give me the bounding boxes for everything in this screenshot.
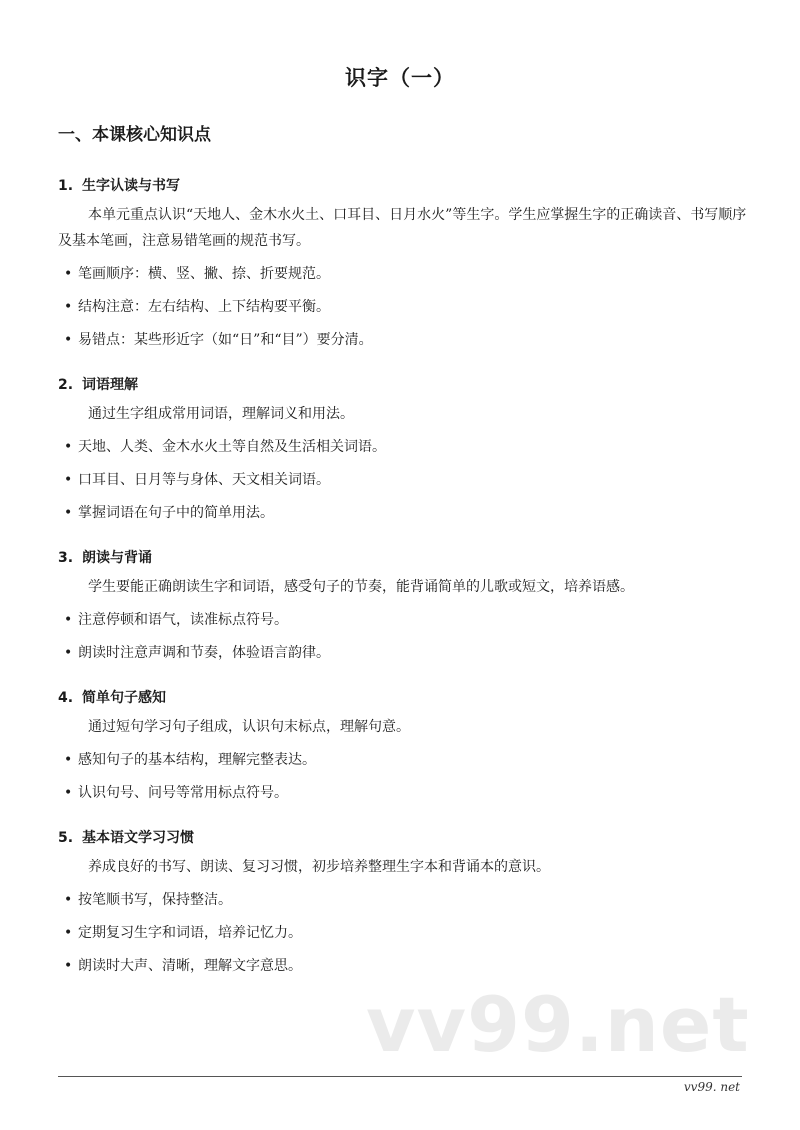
list-item-text: 口耳目、日月等与身体、天文相关词语。	[78, 472, 330, 488]
list-item-text: 结构注意：左右结构、上下结构要平衡。	[78, 299, 330, 315]
document-body	[58, 122, 748, 999]
bullet-dot-icon: •	[64, 752, 73, 768]
subsection-paragraph: 通过生字组成常用词语，理解词义和用法。	[88, 406, 354, 422]
list-item-text: 按笔顺书写，保持整洁。	[78, 892, 232, 908]
subsection-number: 3.	[58, 550, 74, 566]
bullet-list	[58, 604, 748, 670]
subsection-number: 2.	[58, 377, 74, 393]
subsection-list	[58, 174, 748, 983]
subsection-title: 朗读与背诵	[82, 550, 152, 566]
subsection-number: 5.	[58, 830, 74, 846]
subsection-heading	[58, 826, 748, 850]
page-title: 识字（一）	[345, 66, 455, 90]
subsection-title: 简单句子感知	[82, 690, 166, 706]
section-title: 一、本课核心知识点	[58, 125, 211, 145]
list-item	[58, 950, 748, 983]
subsection	[58, 686, 748, 810]
list-item-text: 易错点：某些形近字（如“日”和“目”）要分清。	[78, 332, 373, 348]
bullet-dot-icon: •	[64, 505, 73, 521]
bullet-dot-icon: •	[64, 612, 73, 628]
list-item-text: 感知句子的基本结构，理解完整表达。	[78, 752, 316, 768]
bullet-list	[58, 258, 748, 357]
subsection-heading	[58, 686, 748, 710]
bullet-dot-icon: •	[64, 925, 73, 941]
list-item-text: 注意停顿和语气，读准标点符号。	[78, 612, 288, 628]
watermark: vv99.net	[366, 980, 750, 1069]
subsection	[58, 373, 748, 530]
bullet-dot-icon: •	[64, 299, 73, 315]
footer-divider	[58, 1076, 742, 1077]
subsection-title: 基本语文学习习惯	[82, 830, 194, 846]
bullet-list	[58, 744, 748, 810]
list-item	[58, 464, 748, 497]
bullet-dot-icon: •	[64, 472, 73, 488]
subsection-title: 生字认读与书写	[82, 178, 180, 194]
list-item-text: 认识句号、问号等常用标点符号。	[78, 785, 288, 801]
bullet-dot-icon: •	[64, 332, 73, 348]
list-item-text: 笔画顺序：横、竖、撇、捺、折要规范。	[78, 266, 330, 282]
bullet-dot-icon: •	[64, 439, 73, 455]
subsection	[58, 826, 748, 983]
bullet-dot-icon: •	[64, 785, 73, 801]
list-item	[58, 637, 748, 670]
list-item	[58, 777, 748, 810]
subsection-paragraph: 本单元重点认识“天地人、金木水火土、口耳目、日月水火”等生字。学生应掌握生字的正确读音、书写顺序及基本笔画，注意易错笔画的规范书写。	[58, 207, 747, 249]
bullet-dot-icon: •	[64, 645, 73, 661]
bullet-dot-icon: •	[64, 892, 73, 908]
list-item	[58, 291, 748, 324]
subsection	[58, 546, 748, 670]
bullet-dot-icon: •	[64, 266, 73, 282]
subsection-number: 1.	[58, 178, 74, 194]
list-item	[58, 497, 748, 530]
subsection-paragraph: 养成良好的书写、朗读、复习习惯，初步培养整理生字本和背诵本的意识。	[88, 859, 550, 875]
list-item	[58, 324, 748, 357]
subsection-heading	[58, 174, 748, 198]
subsection-heading	[58, 546, 748, 570]
list-item-text: 朗读时注意声调和节奏，体验语言韵律。	[78, 645, 330, 661]
bullet-dot-icon: •	[64, 958, 73, 974]
subsection-number: 4.	[58, 690, 74, 706]
list-item	[58, 258, 748, 291]
subsection-heading	[58, 373, 748, 397]
list-item	[58, 604, 748, 637]
subsection-paragraph: 通过短句学习句子组成，认识句末标点，理解句意。	[88, 719, 410, 735]
list-item-text: 朗读时大声、清晰，理解文字意思。	[78, 958, 302, 974]
footer-site-label: vv99. net	[683, 1080, 740, 1094]
subsection-paragraph: 学生要能正确朗读生字和词语，感受句子的节奏，能背诵简单的儿歌或短文，培养语感。	[88, 579, 634, 595]
list-item	[58, 884, 748, 917]
bullet-list	[58, 431, 748, 530]
subsection	[58, 174, 748, 357]
list-item	[58, 917, 748, 950]
list-item-text: 天地、人类、金木水火土等自然及生活相关词语。	[78, 439, 386, 455]
list-item	[58, 431, 748, 464]
bullet-list	[58, 884, 748, 983]
list-item-text: 定期复习生字和词语，培养记忆力。	[78, 925, 302, 941]
list-item-text: 掌握词语在句子中的简单用法。	[78, 505, 274, 521]
subsection-title: 词语理解	[82, 377, 138, 393]
list-item	[58, 744, 748, 777]
